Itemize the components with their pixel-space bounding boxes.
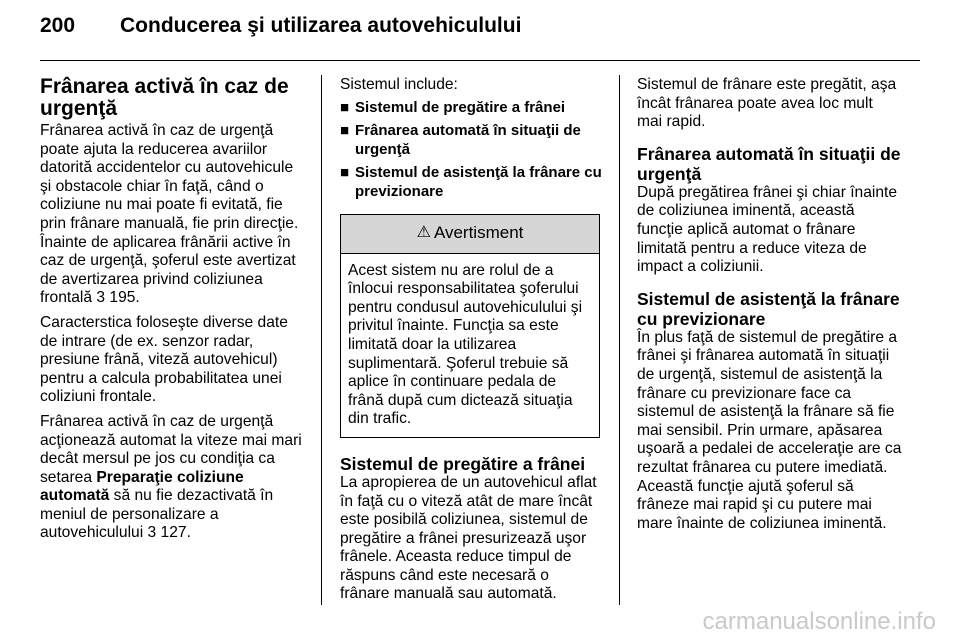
paragraph: După pregătirea frânei şi chiar înainte de coliziunea iminentă, această funcţie aplică automat o frânare limitată pentru a reduce viteza de impact a coliziunii. [637,183,898,276]
page-ref-link[interactable]: 195. [109,289,140,307]
column-3 [637,76,902,539]
list-item: ■ Sistemul de pregătire a frânei [340,98,566,116]
section-title-predictive-brake-assist: Sistemul de asistenţă la frânare cu previzionare [637,288,900,329]
paragraph: Caracterstica foloseşte diverse date de intrare (de ex. senzor radar, presiune frână, viteză autovehicul) pentru a calcula probabilitatea unei coliziuni frontale. [40,313,288,406]
page-ref-arrow-icon: 3 [96,289,106,307]
column-2 [340,76,602,610]
chapter-title: Conducerea şi utilizarea autovehiculului [120,14,522,37]
paragraph: Frânarea activă în caz de urgenţă acţionează automat la viteze mai mari decât mersul pe jos cu condiţia ca setarea Preparaţie coliziune automată să nu fie dezactivată în meniul de personalizare a autovehiculului 3 127. [40,412,302,542]
column-1 [40,76,305,549]
feature-list [340,99,602,202]
setting-name: Preparaţie coliziune automată [40,468,244,505]
bullet-icon: ■ [340,164,350,182]
warning-text: Acest sistem nu are rolul de a înlocui responsabilitatea şoferului pentru condusul autovehiculului şi privitul înainte. Funcţia sa este limitată doar la utilizarea suplimentară. Şoferul trebuie să aplice în continuare pedala de frână după cum dictează situaţia din trafic. [348,261,583,428]
section-title-brake-preparation: Sistemul de pregătire a frânei [340,453,586,474]
warning-triangle-icon: ⚠ [416,224,431,242]
list-item: ■ Sistemul de asistenţă la frânare cu previzionare [340,164,602,200]
bullet-icon: ■ [340,98,350,116]
page-header [40,14,920,44]
section-title-active-emergency-braking: Frânarea activă în caz de urgenţă [40,75,289,120]
column-divider-1 [321,75,322,605]
page-ref-arrow-icon: 3 [147,524,157,542]
bullet-icon: ■ [340,122,350,140]
page-number: 200 [40,14,76,37]
warning-box [340,214,600,438]
paragraph: La apropierea de un autovehicul aflat în faţă cu o viteză atât de mare încât este posibilă coliziunea, sistemul de pregătire a frânei presurizează uşor frânele. Aceasta reduce timpul de răspuns când este necesară o frânare manuală sau automată. [340,473,597,603]
column-divider-2 [619,75,620,605]
header-divider [40,60,920,61]
paragraph: Frânarea activă în caz de urgenţă poate ajuta la reducerea avariilor datorită accidentelor cu autovehicule şi obstacole chiar în faţă, când o coliziune nu mai poate fi evitată, fie prin frânare manuală, fie prin direcţie. Înainte de aplicarea frânării active în caz de urgenţă, şoferul este avertizat de avertizarea privind coliziunea frontală 3 195. [40,122,299,307]
list-item: ■ Frânarea automată în situaţii de urgenţă [340,122,581,158]
paragraph: În plus faţă de sistemul de pregătire a frânei şi frânarea automată în situaţii de urgenţă, sistemul de asistenţă la frânare cu previzionare face ca sistemul de asistenţă la frânare să fie mai sensibil. Prin urmare, apăsarea uşoară a pedalei de acceleraţie are ca rezultat frânarea cu putere imediată. Această funcţie ajută şoferul să frâneze mai rapid şi cu putere mai mare înainte de coliziunea iminentă. [637,328,902,532]
warning-header [341,215,599,254]
section-title-automatic-emergency-braking: Frânarea automată în situaţii de urgenţă [637,143,901,184]
page-ref-link[interactable]: 127. [160,524,191,542]
warning-title: Avertisment [433,223,524,243]
site-watermark: carmanualsonline.info [702,608,936,635]
paragraph: Sistemul de frânare este pregătit, aşa încât frânarea poate avea loc mult mai rapid. [637,76,897,131]
list-intro: Sistemul include: [340,76,458,93]
